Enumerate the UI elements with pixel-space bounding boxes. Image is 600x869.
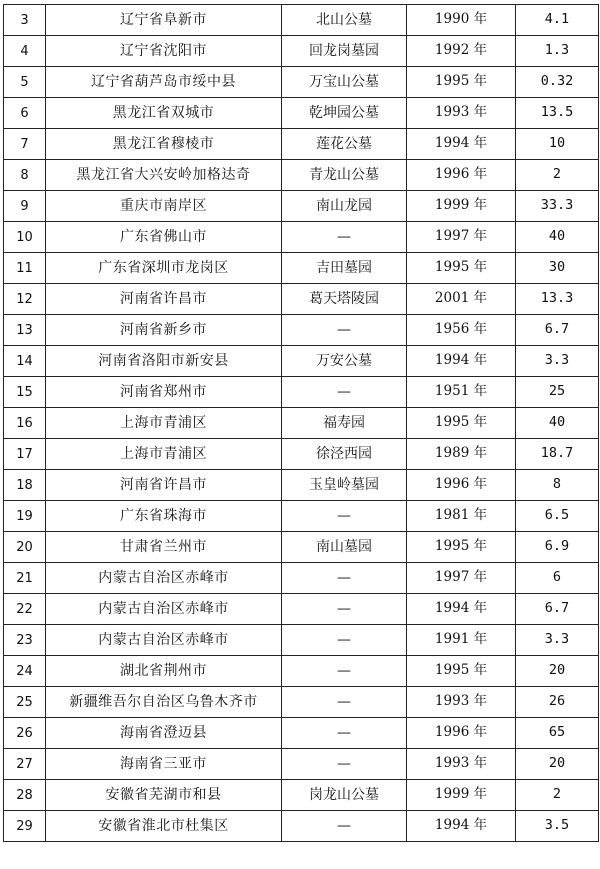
table-row	[4, 749, 599, 780]
cemetery-name-cell: —	[282, 625, 407, 656]
row-number-cell: 28	[4, 780, 46, 811]
row-number-cell: 25	[4, 687, 46, 718]
row-number-cell: 6	[4, 98, 46, 129]
location-cell: 黑龙江省双城市	[46, 98, 282, 129]
cemetery-name-cell: 徐泾西园	[282, 439, 407, 470]
area-cell: 65	[516, 718, 599, 749]
table-row	[4, 439, 599, 470]
cemetery-name-cell: 南山龙园	[282, 191, 407, 222]
founded-year-cell: 1995 年	[407, 253, 516, 284]
cemetery-name-cell: 北山公墓	[282, 5, 407, 36]
founded-year-cell: 1996 年	[407, 718, 516, 749]
location-cell: 新疆维吾尔自治区乌鲁木齐市	[46, 687, 282, 718]
founded-year-cell: 1951 年	[407, 377, 516, 408]
founded-year-cell: 1994 年	[407, 129, 516, 160]
row-number-cell: 7	[4, 129, 46, 160]
location-cell: 辽宁省沈阳市	[46, 36, 282, 67]
founded-year-cell: 1997 年	[407, 222, 516, 253]
location-cell: 辽宁省葫芦岛市绥中县	[46, 67, 282, 98]
table-row	[4, 284, 599, 315]
location-cell: 上海市青浦区	[46, 439, 282, 470]
cemetery-name-cell: 玉皇岭墓园	[282, 470, 407, 501]
row-number-cell: 27	[4, 749, 46, 780]
area-cell: 4.1	[516, 5, 599, 36]
cemetery-name-cell: —	[282, 656, 407, 687]
cemetery-name-cell: 莲花公墓	[282, 129, 407, 160]
location-cell: 重庆市南岸区	[46, 191, 282, 222]
location-cell: 上海市青浦区	[46, 408, 282, 439]
table-body	[4, 5, 599, 842]
cemetery-table	[3, 4, 599, 842]
table-row	[4, 346, 599, 377]
founded-year-cell: 1995 年	[407, 656, 516, 687]
area-cell: 2	[516, 160, 599, 191]
row-number-cell: 22	[4, 594, 46, 625]
area-cell: 25	[516, 377, 599, 408]
founded-year-cell: 1996 年	[407, 160, 516, 191]
location-cell: 内蒙古自治区赤峰市	[46, 563, 282, 594]
table-row	[4, 67, 599, 98]
row-number-cell: 9	[4, 191, 46, 222]
table-row	[4, 780, 599, 811]
area-cell: 20	[516, 749, 599, 780]
founded-year-cell: 1995 年	[407, 67, 516, 98]
row-number-cell: 8	[4, 160, 46, 191]
founded-year-cell: 1993 年	[407, 749, 516, 780]
cemetery-name-cell: 回龙岗墓园	[282, 36, 407, 67]
row-number-cell: 16	[4, 408, 46, 439]
location-cell: 湖北省荆州市	[46, 656, 282, 687]
area-cell: 20	[516, 656, 599, 687]
row-number-cell: 24	[4, 656, 46, 687]
cemetery-name-cell: —	[282, 687, 407, 718]
founded-year-cell: 1994 年	[407, 811, 516, 842]
location-cell: 海南省三亚市	[46, 749, 282, 780]
cemetery-name-cell: —	[282, 718, 407, 749]
row-number-cell: 3	[4, 5, 46, 36]
founded-year-cell: 1995 年	[407, 408, 516, 439]
area-cell: 40	[516, 408, 599, 439]
founded-year-cell: 1995 年	[407, 532, 516, 563]
area-cell: 8	[516, 470, 599, 501]
area-cell: 13.5	[516, 98, 599, 129]
table-row	[4, 594, 599, 625]
area-cell: 33.3	[516, 191, 599, 222]
founded-year-cell: 1999 年	[407, 780, 516, 811]
cemetery-name-cell: —	[282, 501, 407, 532]
cemetery-name-cell: 乾坤园公墓	[282, 98, 407, 129]
location-cell: 河南省洛阳市新安县	[46, 346, 282, 377]
area-cell: 10	[516, 129, 599, 160]
area-cell: 18.7	[516, 439, 599, 470]
table-row	[4, 501, 599, 532]
cemetery-name-cell: 南山墓园	[282, 532, 407, 563]
location-cell: 广东省佛山市	[46, 222, 282, 253]
location-cell: 河南省郑州市	[46, 377, 282, 408]
founded-year-cell: 2001 年	[407, 284, 516, 315]
location-cell: 辽宁省阜新市	[46, 5, 282, 36]
founded-year-cell: 1992 年	[407, 36, 516, 67]
area-cell: 1.3	[516, 36, 599, 67]
founded-year-cell: 1993 年	[407, 687, 516, 718]
table-row	[4, 811, 599, 842]
row-number-cell: 19	[4, 501, 46, 532]
location-cell: 广东省珠海市	[46, 501, 282, 532]
cemetery-name-cell: 葛天塔陵园	[282, 284, 407, 315]
row-number-cell: 23	[4, 625, 46, 656]
location-cell: 黑龙江省大兴安岭加格达奇	[46, 160, 282, 191]
area-cell: 40	[516, 222, 599, 253]
area-cell: 6.9	[516, 532, 599, 563]
founded-year-cell: 1989 年	[407, 439, 516, 470]
location-cell: 内蒙古自治区赤峰市	[46, 625, 282, 656]
row-number-cell: 14	[4, 346, 46, 377]
table-row	[4, 470, 599, 501]
founded-year-cell: 1999 年	[407, 191, 516, 222]
row-number-cell: 13	[4, 315, 46, 346]
location-cell: 河南省新乡市	[46, 315, 282, 346]
table-row	[4, 5, 599, 36]
table-row	[4, 160, 599, 191]
cemetery-name-cell: 福寿园	[282, 408, 407, 439]
table-row	[4, 129, 599, 160]
location-cell: 海南省澄迈县	[46, 718, 282, 749]
table-row	[4, 191, 599, 222]
area-cell: 3.3	[516, 346, 599, 377]
cemetery-name-cell: 青龙山公墓	[282, 160, 407, 191]
area-cell: 6.7	[516, 594, 599, 625]
row-number-cell: 17	[4, 439, 46, 470]
founded-year-cell: 1997 年	[407, 563, 516, 594]
location-cell: 黑龙江省穆棱市	[46, 129, 282, 160]
area-cell: 6.5	[516, 501, 599, 532]
table-row	[4, 315, 599, 346]
cemetery-name-cell: 万宝山公墓	[282, 67, 407, 98]
table-row	[4, 563, 599, 594]
row-number-cell: 5	[4, 67, 46, 98]
location-cell: 河南省许昌市	[46, 284, 282, 315]
table-row	[4, 532, 599, 563]
cemetery-name-cell: —	[282, 563, 407, 594]
table-row	[4, 222, 599, 253]
location-cell: 内蒙古自治区赤峰市	[46, 594, 282, 625]
location-cell: 广东省深圳市龙岗区	[46, 253, 282, 284]
cemetery-name-cell: 岗龙山公墓	[282, 780, 407, 811]
location-cell: 安徽省芜湖市和县	[46, 780, 282, 811]
founded-year-cell: 1981 年	[407, 501, 516, 532]
cemetery-name-cell: —	[282, 315, 407, 346]
cemetery-name-cell: —	[282, 222, 407, 253]
location-cell: 安徽省淮北市杜集区	[46, 811, 282, 842]
founded-year-cell: 1994 年	[407, 346, 516, 377]
area-cell: 3.3	[516, 625, 599, 656]
location-cell: 河南省许昌市	[46, 470, 282, 501]
cemetery-name-cell: 万安公墓	[282, 346, 407, 377]
table-row	[4, 408, 599, 439]
row-number-cell: 20	[4, 532, 46, 563]
table-row	[4, 36, 599, 67]
table-row	[4, 253, 599, 284]
area-cell: 26	[516, 687, 599, 718]
founded-year-cell: 1994 年	[407, 594, 516, 625]
table-row	[4, 718, 599, 749]
row-number-cell: 18	[4, 470, 46, 501]
area-cell: 3.5	[516, 811, 599, 842]
table-row	[4, 656, 599, 687]
area-cell: 6	[516, 563, 599, 594]
location-cell: 甘肃省兰州市	[46, 532, 282, 563]
founded-year-cell: 1993 年	[407, 98, 516, 129]
table-row	[4, 625, 599, 656]
table-row	[4, 377, 599, 408]
founded-year-cell: 1956 年	[407, 315, 516, 346]
row-number-cell: 4	[4, 36, 46, 67]
cemetery-name-cell: 吉田墓园	[282, 253, 407, 284]
row-number-cell: 29	[4, 811, 46, 842]
founded-year-cell: 1990 年	[407, 5, 516, 36]
founded-year-cell: 1996 年	[407, 470, 516, 501]
area-cell: 2	[516, 780, 599, 811]
area-cell: 13.3	[516, 284, 599, 315]
row-number-cell: 21	[4, 563, 46, 594]
cemetery-name-cell: —	[282, 377, 407, 408]
cemetery-name-cell: —	[282, 811, 407, 842]
area-cell: 0.32	[516, 67, 599, 98]
cemetery-name-cell: —	[282, 749, 407, 780]
row-number-cell: 15	[4, 377, 46, 408]
table-row	[4, 687, 599, 718]
area-cell: 30	[516, 253, 599, 284]
founded-year-cell: 1991 年	[407, 625, 516, 656]
row-number-cell: 26	[4, 718, 46, 749]
row-number-cell: 11	[4, 253, 46, 284]
table-row	[4, 98, 599, 129]
row-number-cell: 12	[4, 284, 46, 315]
cemetery-name-cell: —	[282, 594, 407, 625]
area-cell: 6.7	[516, 315, 599, 346]
row-number-cell: 10	[4, 222, 46, 253]
